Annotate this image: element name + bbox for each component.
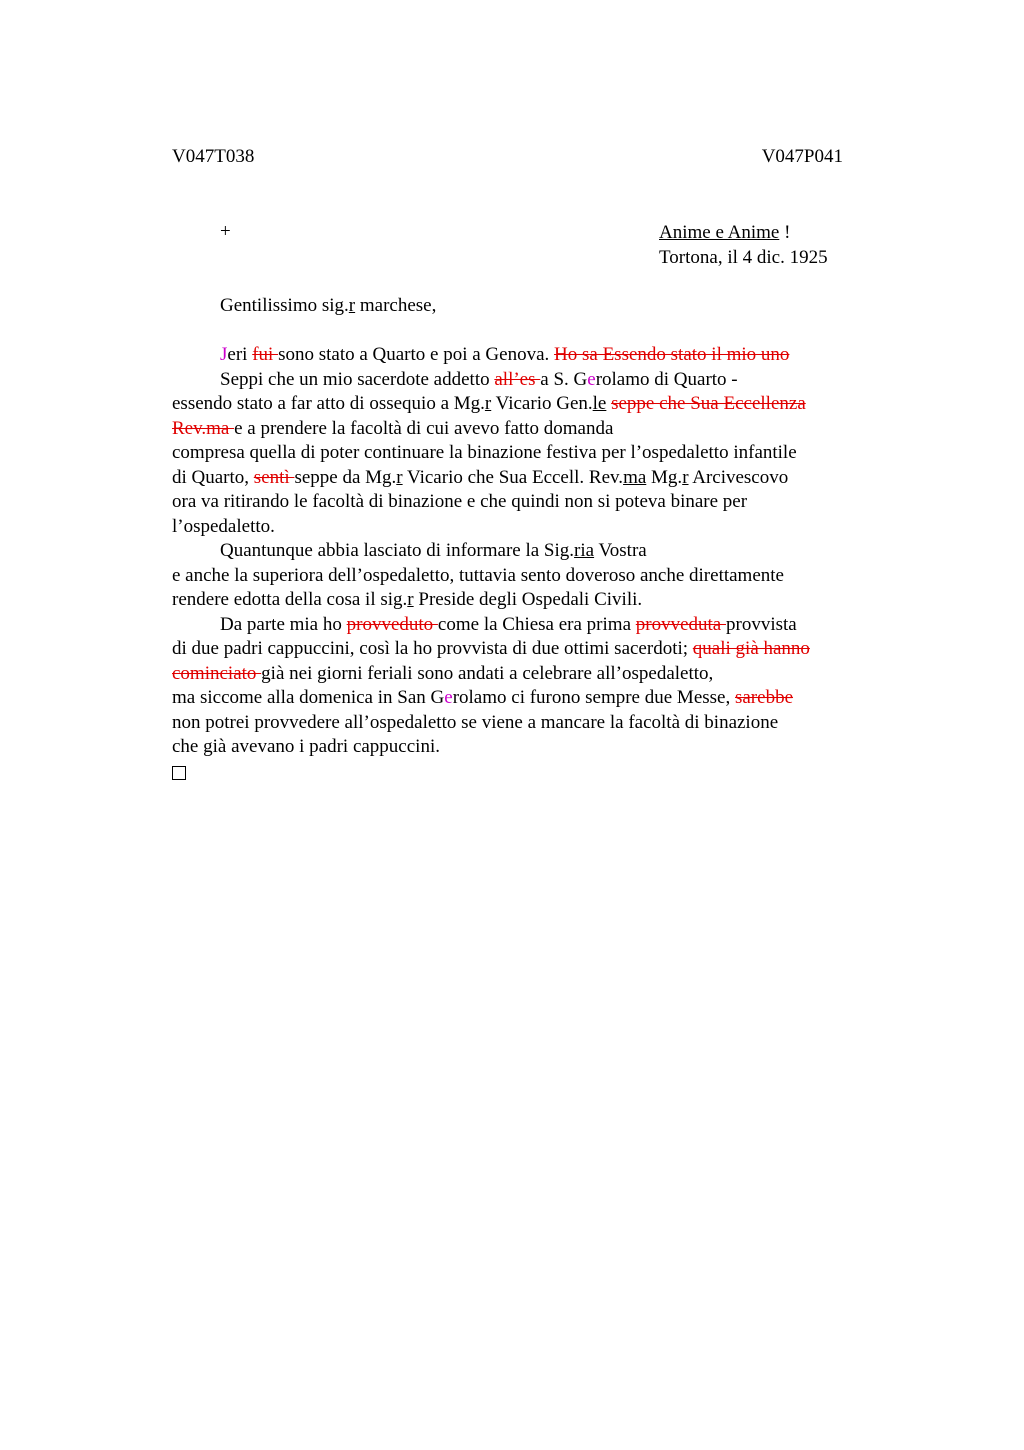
deleted-text: seppe che Sua Eccellenza: [611, 393, 806, 414]
text-run: e a prendere la facoltà di cui avevo fatto domanda: [234, 417, 614, 439]
body-line-3: [172, 392, 862, 417]
body-line-17: che già avevano i padri cappuccini.: [172, 736, 440, 757]
deleted-text: all’es: [494, 368, 541, 390]
end-marker: [172, 760, 862, 785]
text-run: seppe da Mg.: [294, 466, 397, 488]
salutation: [172, 294, 862, 319]
body-line-13: [172, 637, 862, 662]
text-run: essendo stato a far atto di ossequio a Mg.: [172, 393, 485, 414]
superscript-abbrev: r: [396, 466, 403, 488]
text-run: eri: [227, 344, 253, 365]
text-run: a S. G: [540, 368, 588, 390]
text-run: Seppi che un mio sacerdote addetto: [220, 368, 495, 390]
correction-char: J: [220, 344, 228, 365]
text-run: provvista: [726, 613, 797, 635]
document-code-right: V047P041: [761, 146, 843, 167]
deleted-text: sentì: [253, 466, 295, 488]
text-run: di Quarto,: [172, 466, 254, 488]
deleted-text: quali già hanno: [692, 638, 810, 659]
body-line-9: [172, 539, 862, 564]
text-run: rendere edotta della cosa il sig.: [172, 589, 408, 610]
text-run: Arcivescovo: [688, 466, 789, 488]
text-run: Vicario Gen.: [491, 393, 593, 414]
body-line-14: [172, 662, 862, 687]
body-line-7: ora va ritirando le facoltà di binazione e che quindi non si poteva binare per: [172, 491, 748, 512]
body-line-10: e anche la superiora dell’ospedaletto, tuttavia sento doveroso anche direttamente: [172, 564, 784, 586]
text-run: Gentilissimo sig.: [220, 295, 349, 316]
deleted-text: cominciato: [172, 662, 262, 684]
body-line-6: [172, 466, 862, 491]
body-line-11: [172, 588, 862, 613]
text-run: ma siccome alla domenica in San G: [172, 687, 445, 708]
superscript-abbrev: le: [592, 393, 607, 414]
place-date: Tortona, il 4 dic. 1925: [659, 246, 828, 268]
text-run: Da parte mia ho: [220, 613, 347, 635]
superscript-abbrev: r: [682, 466, 689, 488]
text-run: rolamo di Quarto -: [595, 368, 738, 390]
text-run: sono stato a Quarto e poi a Genova.: [278, 344, 555, 365]
deleted-text: sarebbe: [734, 687, 794, 708]
text-run: Mg.: [646, 466, 683, 488]
body-line-2: [172, 368, 862, 393]
text-run: Preside degli Ospedali Civili.: [413, 589, 643, 610]
cross-mark: +: [220, 221, 231, 242]
square-icon: [172, 766, 186, 780]
deleted-text: provveduto: [346, 613, 438, 635]
body-line-4: [172, 417, 862, 442]
heading-block: [659, 221, 828, 270]
superscript-abbrev: ma: [623, 466, 647, 488]
deleted-text: Rev.ma: [172, 417, 235, 439]
text-run: come la Chiesa era prima: [437, 613, 636, 635]
text-run: di due padri cappuccini, così la ho provvista di due ottimi sacerdoti;: [172, 638, 693, 659]
deleted-text: fui: [252, 344, 279, 365]
body-line-1: [172, 343, 862, 368]
motto: [659, 221, 828, 246]
text-run: Vostra: [594, 540, 647, 561]
text-run: Quantunque abbia lasciato di informare la Sig.: [220, 540, 575, 561]
correction-char: e: [444, 687, 453, 708]
text-run: rolamo ci furono sempre due Messe,: [452, 687, 735, 708]
superscript-abbrev: r: [348, 295, 356, 316]
document-code-left: V047T038: [172, 146, 255, 167]
superscript-abbrev: ria: [574, 540, 595, 561]
motto-text: Anime e Anime: [659, 222, 780, 243]
text-run: già nei giorni feriali sono andati a celebrare all’ospedaletto,: [261, 662, 714, 684]
body-line-15: [172, 686, 862, 711]
text-run: marchese,: [355, 295, 437, 316]
blank-line: [172, 319, 862, 344]
superscript-abbrev: r: [484, 393, 492, 414]
body-line-8: l’ospedaletto.: [172, 515, 275, 537]
body-line-5: compresa quella di poter continuare la binazione festiva per l’ospedaletto infantile: [172, 442, 797, 463]
deleted-text: Ho sa Essendo stato il mio uno: [554, 344, 790, 365]
correction-char: e: [587, 368, 596, 390]
text-run: Vicario che Sua Eccell. Rev.: [402, 466, 624, 488]
superscript-abbrev: r: [407, 589, 414, 610]
body-line-12: [172, 613, 862, 638]
body-line-16: non potrei provvedere all’ospedaletto se viene a mancare la facoltà di binazione: [172, 711, 779, 733]
letter-body: [172, 294, 862, 784]
motto-exclamation: !: [779, 222, 791, 243]
deleted-text: provveduta: [635, 613, 726, 635]
